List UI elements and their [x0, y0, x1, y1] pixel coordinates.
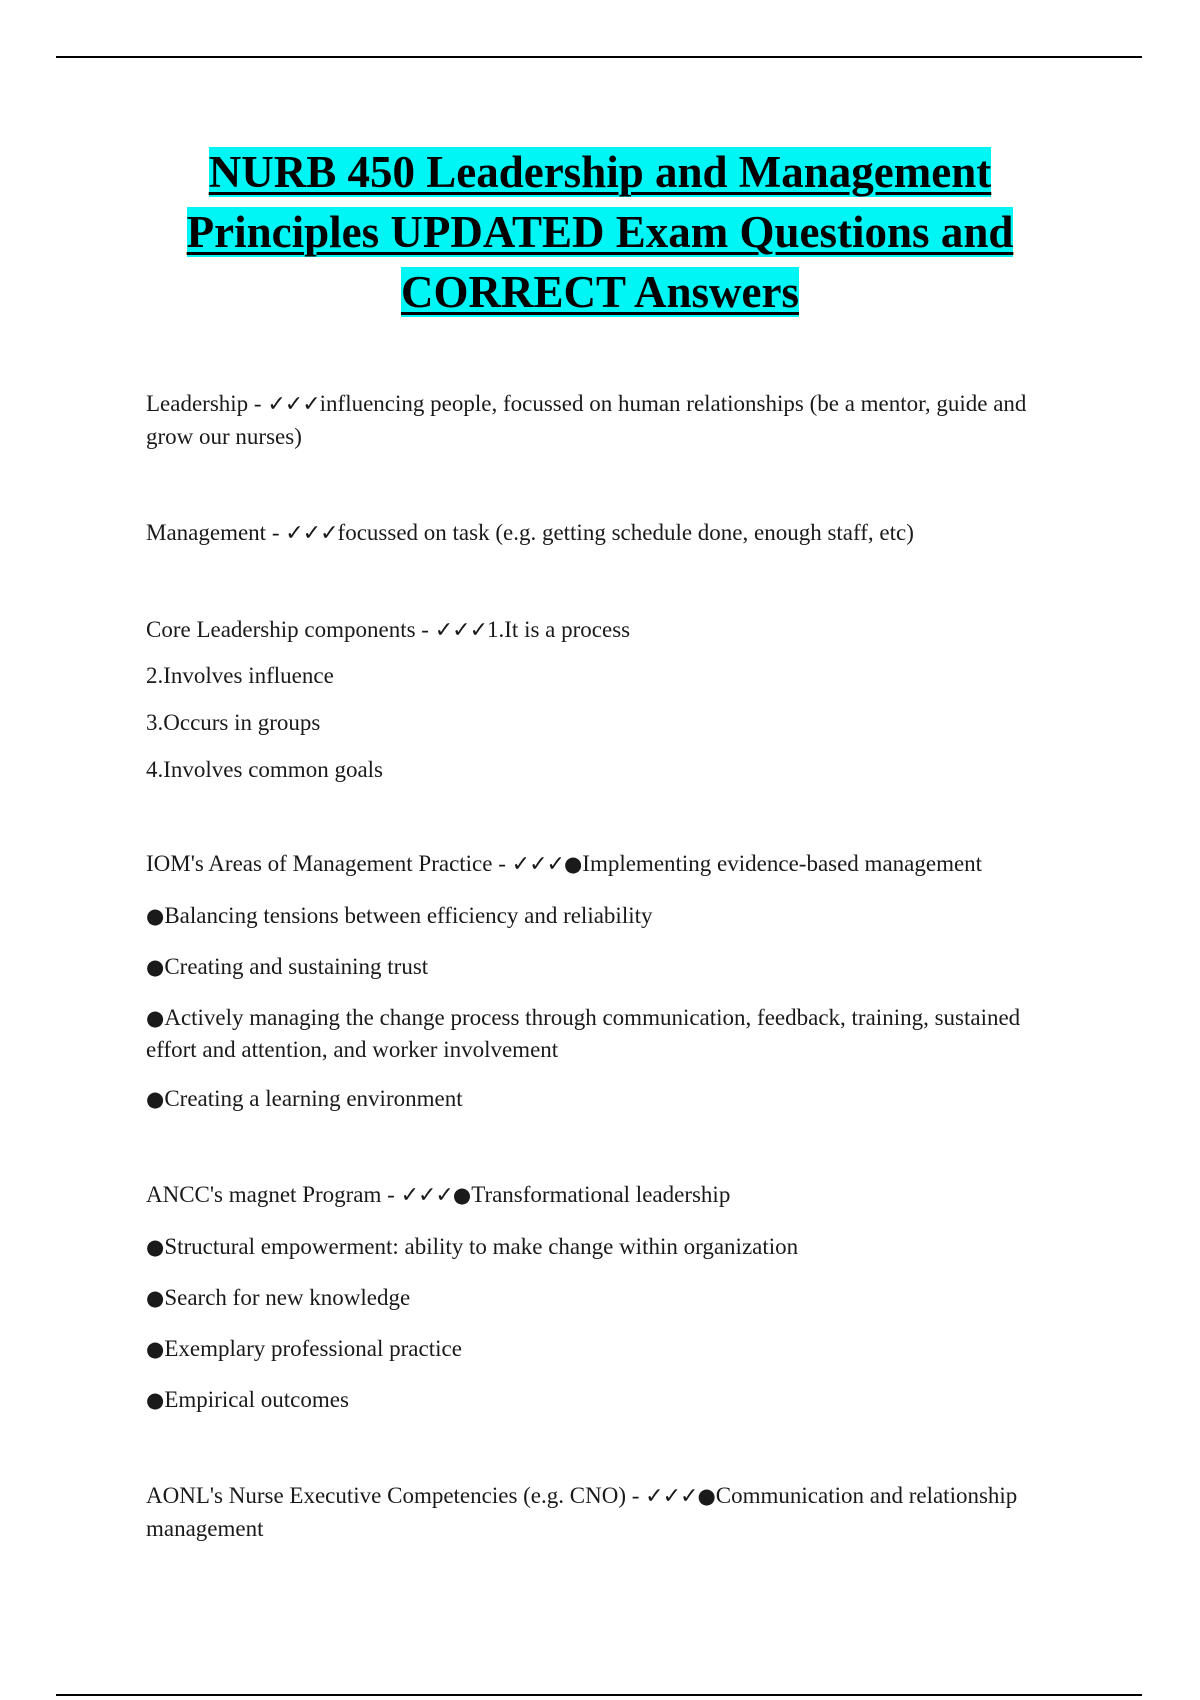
list-item	[146, 951, 1046, 983]
list-item: 3.Occurs in groups	[146, 710, 321, 735]
top-rule	[56, 56, 1142, 58]
list-item	[146, 1333, 1046, 1365]
entry-ancc-magnet	[146, 1179, 1046, 1212]
bullet-icon: ●	[563, 852, 583, 876]
entry-term: Core Leadership components -	[146, 617, 435, 642]
entry-answer: focussed on task (e.g. getting schedule done, enough staff, etc)	[337, 520, 914, 545]
entry-answer: Communication and relationship management	[146, 1483, 1018, 1541]
entry-aonl-competencies	[146, 1480, 1046, 1545]
bullet-icon: ●	[146, 1006, 165, 1030]
entry-iom-areas	[146, 848, 1046, 881]
bullet-icon: ●	[146, 1337, 165, 1361]
bullet-icon: ●	[146, 955, 165, 979]
list-item-text: Creating and sustaining trust	[164, 954, 429, 979]
entry-term: AONL's Nurse Executive Competencies (e.g. CNO) -	[146, 1483, 646, 1508]
list-item-text: Actively managing the change process through communication, feedback, training, sustained effort and attention, and worker involvement	[146, 1005, 1021, 1062]
entry-term: IOM's Areas of Management Practice -	[146, 851, 512, 876]
document-title	[110, 142, 1090, 322]
bottom-rule	[56, 1694, 1142, 1696]
list-item: 2.Involves influence	[146, 663, 334, 688]
list-item	[146, 1384, 1046, 1416]
bullet-icon: ●	[452, 1183, 472, 1207]
entry-term: ANCC's magnet Program -	[146, 1182, 401, 1207]
check-marks-icon: ✓✓✓	[267, 392, 320, 417]
list-item-text: Exemplary professional practice	[164, 1336, 462, 1361]
list-item	[146, 1002, 1046, 1066]
bullet-icon: ●	[146, 904, 165, 928]
list-item	[146, 900, 1046, 932]
bullet-icon: ●	[146, 1235, 165, 1259]
title-line-1: NURB 450 Leadership and Management	[208, 147, 992, 197]
bullet-icon: ●	[146, 1087, 165, 1111]
entry-leadership	[146, 388, 1046, 453]
list-item	[146, 1083, 1046, 1115]
bullet-icon: ●	[146, 1388, 165, 1412]
title-line-2: Principles UPDATED Exam Questions and	[186, 207, 1014, 257]
entry-answer: 1.It is a process	[487, 617, 631, 642]
list-item	[146, 1231, 1046, 1263]
list-item	[146, 1282, 1046, 1314]
list-item-text: Balancing tensions between efficiency and reliability	[164, 903, 653, 928]
entry-answer: Implementing evidence-based management	[582, 851, 983, 876]
list-item-text: Structural empowerment: ability to make change within organization	[164, 1234, 799, 1259]
entry-answer: Transformational leadership	[471, 1182, 731, 1207]
bullet-icon: ●	[697, 1484, 716, 1508]
list-item-text: Search for new knowledge	[164, 1285, 411, 1310]
check-marks-icon: ✓✓✓	[511, 852, 564, 877]
entry-management	[146, 517, 1046, 550]
check-marks-icon: ✓✓✓	[285, 521, 338, 546]
entry-core-leadership	[146, 614, 1046, 647]
title-line-3: CORRECT Answers	[401, 267, 799, 317]
entry-answer: influencing people, focussed on human relationships (be a mentor, guide and grow our nurses)	[146, 391, 1027, 449]
bullet-icon: ●	[146, 1286, 165, 1310]
list-item-text: Creating a learning environment	[164, 1086, 463, 1111]
check-marks-icon: ✓✓✓	[400, 1183, 453, 1208]
list-item: 4.Involves common goals	[146, 757, 383, 782]
check-marks-icon: ✓✓✓	[645, 1484, 698, 1509]
entry-term: Management -	[146, 520, 286, 545]
check-marks-icon: ✓✓✓	[434, 618, 488, 643]
entry-term: Leadership -	[146, 391, 268, 416]
list-item-text: Empirical outcomes	[164, 1387, 349, 1412]
